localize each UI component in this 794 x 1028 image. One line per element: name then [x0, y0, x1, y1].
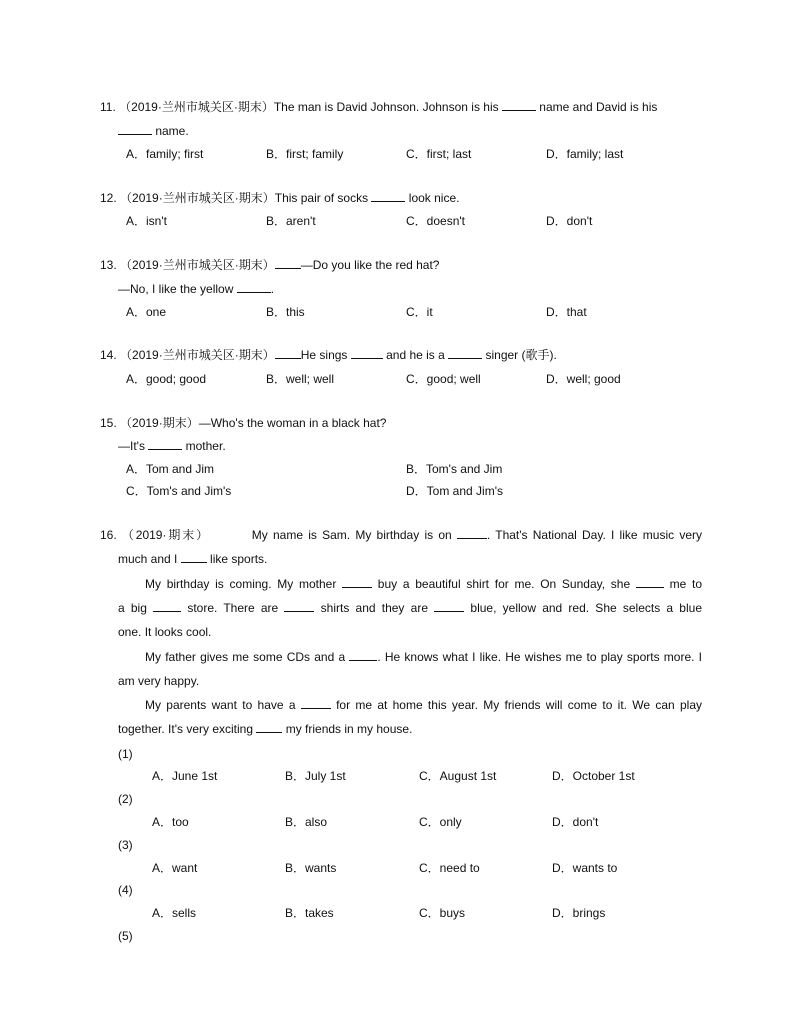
question-14-stem: 14. （2019·兰州市城关区·期末） He sings and he is a singer (歌手).: [100, 348, 557, 362]
option-b[interactable]: B．first; family: [266, 147, 344, 161]
option-a[interactable]: A．Tom and Jim: [126, 462, 215, 476]
option-d[interactable]: D．Tom and Jim's: [406, 484, 503, 498]
option-c[interactable]: C．good; well: [406, 372, 481, 386]
answer-blank: [636, 576, 664, 588]
option-d[interactable]: D．brings: [552, 906, 606, 920]
question-number: 11.: [100, 100, 116, 114]
question-15-stem: 15. （2019·期末）—Who's the woman in a black hat?: [100, 416, 387, 430]
passage-line: a big store. There are shirts and they are blue, yellow and red. She selects a blue: [118, 601, 702, 615]
option-d[interactable]: D．wants to: [552, 861, 618, 875]
answer-blank: [237, 281, 271, 293]
question-source: （2019·兰州市城关区·期末）: [120, 258, 275, 272]
option-c[interactable]: C．Tom's and Jim's: [126, 484, 232, 498]
option-b[interactable]: B．Tom's and Jim: [406, 462, 503, 476]
answer-blank: [502, 99, 536, 111]
question-13-stem-cont: —No, I like the yellow .: [118, 282, 275, 296]
question-16-stem: 16. （2019·期末） My name is Sam. My birthday is on . That's National Day. I like music very: [100, 528, 703, 542]
option-b[interactable]: B．aren't: [266, 214, 316, 228]
option-d[interactable]: D．well; good: [546, 372, 621, 386]
question-11-stem-cont: name.: [118, 123, 189, 139]
question-source: （2019·兰州市城关区·期末）: [119, 100, 274, 114]
answer-blank: [148, 438, 182, 450]
answer-blank: [181, 551, 207, 563]
option-d[interactable]: D．don't: [552, 815, 599, 829]
sub-question-label: (2): [118, 792, 133, 806]
answer-blank: [301, 697, 331, 709]
option-a[interactable]: A．good; good: [126, 372, 207, 386]
question-number: 13.: [100, 258, 117, 272]
answer-blank: [342, 576, 372, 588]
passage-line: together. It's very exciting my friends in my house.: [118, 722, 413, 736]
answer-blank: [371, 190, 405, 202]
option-a[interactable]: A．isn't: [126, 214, 167, 228]
option-c[interactable]: C．it: [406, 305, 433, 319]
option-c[interactable]: C．need to: [419, 861, 480, 875]
passage-line: My parents want to have a for me at home this year. My friends will come to it. We can play: [145, 698, 702, 712]
question-number: 12.: [100, 191, 117, 205]
question-number: 16.: [100, 528, 117, 542]
question-source: （2019·期末）: [120, 416, 199, 430]
option-a[interactable]: A．one: [126, 305, 167, 319]
option-b[interactable]: B．wants: [285, 861, 337, 875]
option-c[interactable]: C．only: [419, 815, 462, 829]
passage-line: one. It looks cool.: [118, 625, 212, 639]
question-number: 14.: [100, 348, 117, 362]
option-a[interactable]: A．sells: [152, 906, 197, 920]
question-11-stem: 11. （2019·兰州市城关区·期末）The man is David Johnson. Johnson is his name and David is his: [100, 100, 658, 114]
sub-question-label: (5): [118, 929, 133, 943]
option-c[interactable]: C．doesn't: [406, 214, 465, 228]
answer-blank: [153, 600, 181, 612]
answer-blank: [284, 600, 314, 612]
question-15-stem-cont: —It's mother.: [118, 439, 226, 453]
answer-blank: [275, 257, 301, 269]
question-12-stem: 12. （2019·兰州市城关区·期末）This pair of socks look nice.: [100, 191, 460, 205]
question-source: （2019·期末）: [121, 528, 211, 542]
passage-line: much and I like sports.: [118, 552, 268, 566]
question-13-stem: 13. （2019·兰州市城关区·期末） —Do you like the red hat?: [100, 258, 440, 272]
answer-blank: [457, 527, 487, 539]
passage-line: am very happy.: [118, 674, 200, 688]
answer-blank: [349, 649, 377, 661]
option-c[interactable]: C．first; last: [406, 147, 472, 161]
option-a[interactable]: A．family; first: [126, 147, 204, 161]
answer-blank: [118, 123, 152, 135]
answer-blank: [275, 347, 301, 359]
option-a[interactable]: A．too: [152, 815, 189, 829]
sub-question-label: (3): [118, 838, 133, 852]
sub-question-label: (4): [118, 883, 133, 897]
passage-line: My father gives me some CDs and a . He knows what I like. He wishes me to play sports more. I: [145, 650, 702, 664]
answer-blank: [351, 347, 383, 359]
option-b[interactable]: B．well; well: [266, 372, 335, 386]
option-b[interactable]: B．takes: [285, 906, 334, 920]
passage-line: My birthday is coming. My mother buy a beautiful shirt for me. On Sunday, she me to: [145, 577, 703, 591]
option-a[interactable]: A．June 1st: [152, 769, 218, 783]
answer-blank: [448, 347, 482, 359]
option-b[interactable]: B．July 1st: [285, 769, 346, 783]
option-d[interactable]: D．don't: [546, 214, 593, 228]
option-c[interactable]: C．buys: [419, 906, 466, 920]
option-a[interactable]: A．want: [152, 861, 198, 875]
option-b[interactable]: B．also: [285, 815, 328, 829]
option-c[interactable]: C．August 1st: [419, 769, 497, 783]
sub-question-label: (1): [118, 747, 133, 761]
question-number: 15.: [100, 416, 117, 430]
answer-blank: [256, 721, 282, 733]
question-source: （2019·兰州市城关区·期末）: [120, 191, 275, 205]
answer-blank: [434, 600, 464, 612]
option-d[interactable]: D．October 1st: [552, 769, 635, 783]
option-b[interactable]: B．this: [266, 305, 305, 319]
option-d[interactable]: D．that: [546, 305, 587, 319]
option-d[interactable]: D．family; last: [546, 147, 624, 161]
question-source: （2019·兰州市城关区·期末）: [120, 348, 275, 362]
